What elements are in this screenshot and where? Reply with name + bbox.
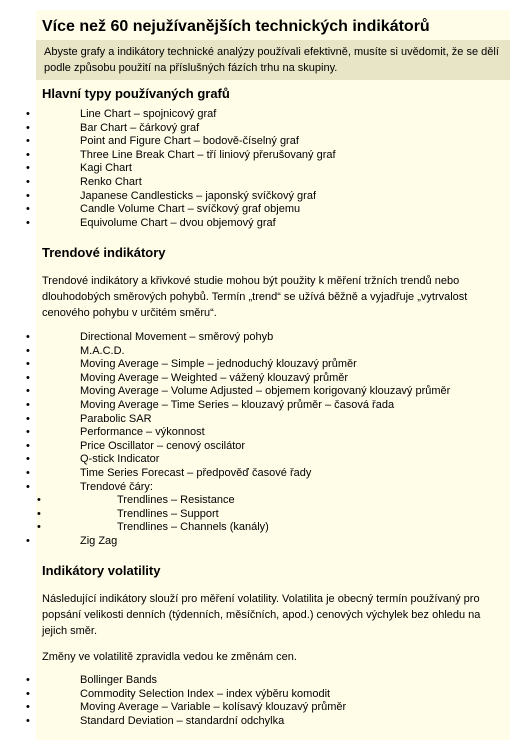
list-item: • Moving Average – Time Series – klouzavý průměr – časová řada — [26, 398, 395, 411]
list-item: • Directional Movement – směrový pohyb — [26, 331, 274, 343]
list-item: • Three Line Break Chart – tří liniový přerušovaný graf — [26, 148, 336, 161]
list-item: • Moving Average – Weighted – vážený klouzavý průměr — [26, 371, 349, 384]
sub-list-item: • Trendlines – Channels (kanály) — [37, 521, 269, 534]
section-heading-volatility-indicators: Indikátory volatility — [42, 563, 161, 578]
list-item: • Equivolume Chart – dvou objemový graf — [26, 216, 276, 229]
volatility-paragraph: Následující indikátory slouží pro měření volatility. Volatilita je obecný termín používaný pro popsání velikosti denních (týdenních, měsíčních, apod.) cenových výchylek bez ohledu na jejich směr. — [42, 593, 481, 637]
list-item: • Commodity Selection Index – index výběru komodit — [26, 687, 331, 700]
list-item: • M.A.C.D. — [26, 344, 125, 357]
chart-types-list — [0, 108, 514, 230]
list-item: • Performance – výkonnost — [26, 426, 205, 439]
list-item: • Kagi Chart — [26, 162, 132, 175]
volatility-indicators-list — [0, 674, 514, 728]
intro-box: Abyste grafy a indikátory technické analýzy používali efektivně, musíte si uvědomit, že se dělí podle způsobu použití na příslušných fázích trhu na skupiny. — [36, 40, 510, 80]
list-item: • Candle Volume Chart – svíčkový graf objemu — [26, 203, 301, 216]
sub-list-item: • Trendlines – Support — [37, 507, 219, 520]
page-title: Více než 60 nejužívanějších technických indikátorů — [42, 18, 430, 35]
list-item: • Line Chart – spojnicový graf — [26, 108, 217, 120]
trend-paragraph: Trendové indikátory a křivkové studie mohou být použity k měření tržních trendů nebo dlouhodobých směrových pohybů. Termín „trend“ se užívá běžně a vyjadřuje „vytrvalost cenového pohybu v určitém směru“. — [42, 275, 468, 319]
list-item: • Parabolic SAR — [26, 412, 152, 425]
list-item: • Japanese Candlesticks – japonský svíčkový graf — [26, 189, 317, 202]
volatility-note: Změny ve volatilitě zpravidla vedou ke změnám cen. — [42, 651, 297, 663]
sub-list-item: • Trendlines – Resistance — [37, 494, 235, 507]
list-item: • Point and Figure Chart – bodově-číselný graf — [26, 135, 299, 148]
list-item: • Renko Chart — [26, 175, 142, 188]
list-item: • Moving Average – Simple – jednoduchý klouzavý průměr — [26, 358, 357, 371]
list-item: • Standard Deviation – standardní odchylka — [26, 714, 285, 727]
trend-indicators-list — [0, 331, 514, 549]
list-item: • Q-stick Indicator — [26, 453, 160, 466]
list-item: • Time Series Forecast – předpověď časové řady — [26, 466, 312, 479]
section-heading-trend-indicators: Trendové indikátory — [42, 245, 166, 260]
list-item: • Moving Average – Volume Adjusted – objemem korigovaný klouzavý průměr — [26, 385, 451, 398]
list-item: • Zig Zag — [26, 534, 118, 547]
list-item: • Bar Chart – čárkový graf — [26, 121, 200, 134]
list-item: • Price Oscillator – cenový oscilátor — [26, 439, 246, 452]
list-item: • Trendové čáry: — [26, 480, 153, 493]
section-heading-chart-types: Hlavní typy používaných grafů — [42, 86, 230, 101]
list-item: • Moving Average – Variable – kolísavý klouzavý průměr — [26, 701, 347, 714]
list-item: • Bollinger Bands — [26, 674, 158, 686]
